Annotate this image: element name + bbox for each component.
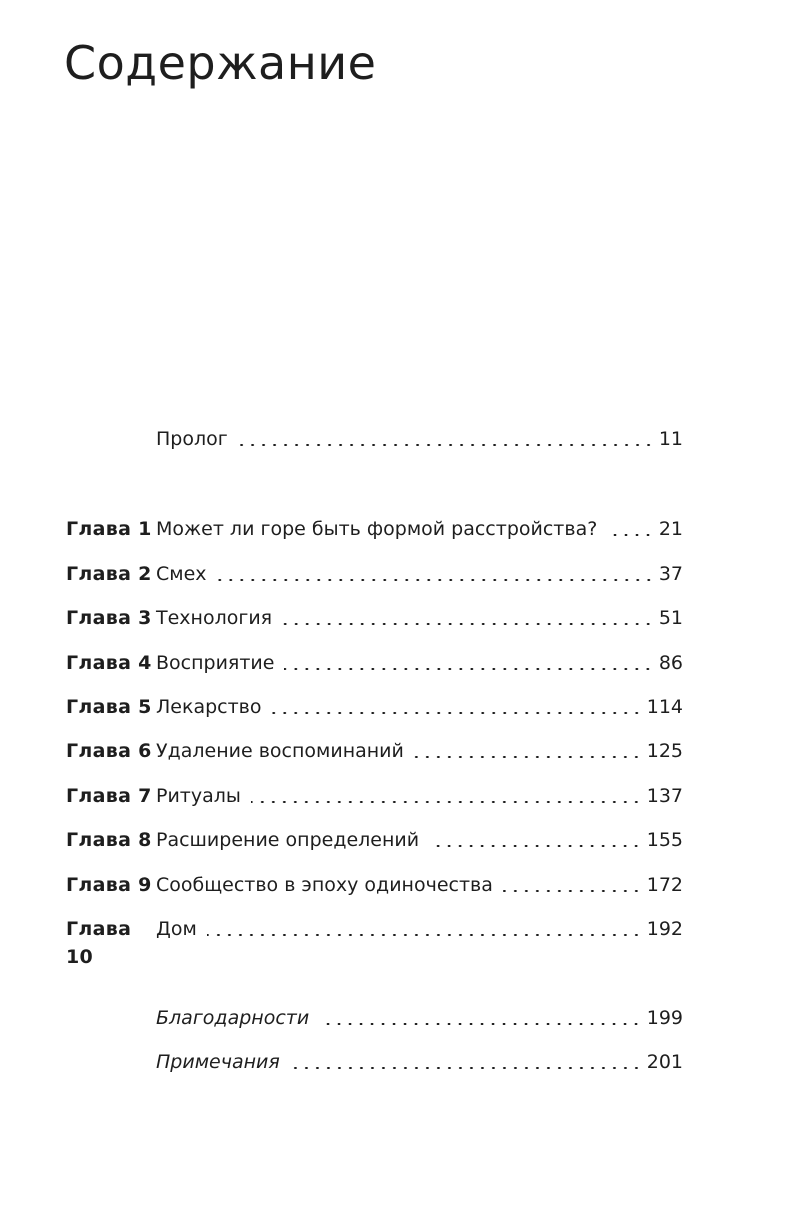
toc-entry-page: 125 (646, 740, 683, 762)
dot-leader (217, 579, 654, 581)
toc-entry-title: Может ли горе быть формой расстройства? (156, 518, 598, 540)
toc-entry-page: 137 (646, 785, 683, 807)
dot-leader (290, 1067, 642, 1069)
toc-entry-chapter-4[interactable] (66, 649, 683, 677)
toc-entry-notes[interactable] (66, 1048, 683, 1076)
dot-leader (207, 934, 642, 936)
toc-entry-page: 21 (658, 518, 683, 540)
toc-entry-chapter-8[interactable] (66, 826, 683, 854)
toc-entry-title: Благодарности (156, 1007, 310, 1029)
toc-entry-page: 155 (646, 829, 683, 851)
toc-entry-chapter-1[interactable] (66, 515, 683, 543)
chapter-label: Глава 2 (66, 563, 152, 585)
toc-entry-title: Смех (156, 563, 207, 585)
toc-entry-page: 172 (646, 874, 683, 896)
chapter-label: Глава 5 (66, 696, 152, 718)
toc-entry-acknowledgements[interactable] (66, 1004, 683, 1032)
page-title: Содержание (64, 36, 377, 90)
toc-entry-page: 201 (646, 1051, 683, 1073)
toc-entry-title: Расширение определений (156, 829, 420, 851)
chapter-label: Глава 7 (66, 785, 152, 807)
chapter-label: Глава 10 (66, 918, 132, 968)
toc-entry-page: 37 (658, 563, 683, 585)
dot-leader (503, 890, 642, 892)
toc-entry-chapter-9[interactable] (66, 871, 683, 899)
dot-leader (238, 444, 654, 446)
toc-entry-chapter-7[interactable] (66, 782, 683, 810)
dot-leader (429, 845, 642, 847)
toc-entry-title: Удаление воспоминаний (156, 740, 404, 762)
chapter-label: Глава 9 (66, 874, 152, 896)
toc-entry-chapter-5[interactable] (66, 693, 683, 721)
toc-entry-chapter-3[interactable] (66, 604, 683, 632)
toc-entry-page: 114 (646, 696, 683, 718)
toc-entry-chapter-2[interactable] (66, 560, 683, 588)
toc-entry-page: 192 (646, 918, 683, 940)
toc-entry-title: Ритуалы (156, 785, 241, 807)
dot-leader (319, 1023, 642, 1025)
dot-leader (282, 623, 654, 625)
dot-leader (284, 668, 653, 670)
chapter-label: Глава 8 (66, 829, 152, 851)
toc-entry-page: 51 (658, 607, 683, 629)
toc-entry-title: Сообщество в эпоху одиночества (156, 874, 493, 896)
dot-leader (607, 534, 654, 536)
toc-entry-title: Пролог (156, 428, 228, 450)
toc-entry-title: Дом (156, 918, 197, 940)
toc-entry-chapter-10[interactable] (66, 915, 683, 968)
toc-entry-title: Лекарство (156, 696, 262, 718)
chapter-label: Глава 6 (66, 740, 152, 762)
toc-entry-title: Примечания (156, 1051, 280, 1073)
toc-entry-chapter-6[interactable] (66, 737, 683, 765)
toc-entry-title: Технология (156, 607, 273, 629)
dot-leader (251, 801, 642, 803)
chapter-label: Глава 1 (66, 518, 152, 540)
dot-leader (272, 712, 642, 714)
toc-entry-page: 199 (646, 1007, 683, 1029)
chapter-label: Глава 3 (66, 607, 152, 629)
chapter-label: Глава 4 (66, 652, 152, 674)
toc-entry-page: 86 (658, 652, 683, 674)
toc-entry-page: 11 (658, 428, 683, 450)
toc-entry-prologue[interactable] (66, 425, 683, 453)
dot-leader (414, 756, 642, 758)
toc-entry-title: Восприятие (156, 652, 275, 674)
